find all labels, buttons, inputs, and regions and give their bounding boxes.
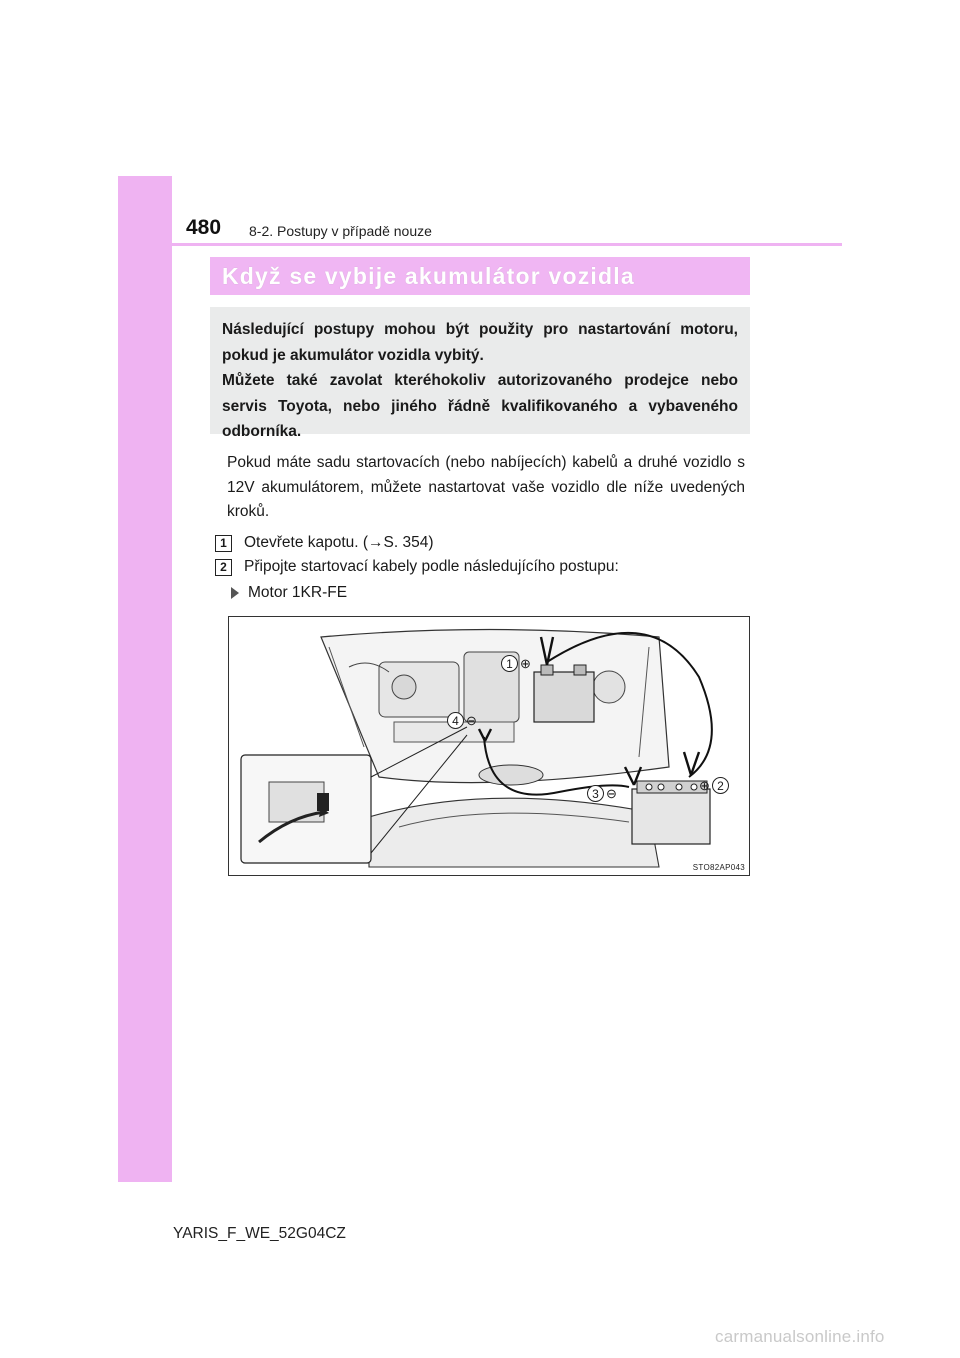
callout-4 [447,712,477,729]
callout-number: 1 [501,655,518,672]
page-title: Když se vybije akumulátor vozidla [222,262,635,289]
intro-box [210,307,750,440]
triangle-bullet-icon [231,587,239,599]
step-text: Otevřete kapotu. (→S. 354) [244,534,434,551]
bullet-text: Motor 1KR-FE [248,584,348,601]
jump-start-illustration [228,616,750,876]
engine-bullet [231,584,347,602]
step-2 [215,558,619,576]
minus-icon: ⊖ [466,712,477,728]
callout-2 [699,777,729,794]
document-code: YARIS_F_WE_52G04CZ [173,1225,346,1242]
body-paragraph: Pokud máte sadu startovacích (nebo nabíjecích) kabelů a druhé vozidlo s 12V akumulátorem, můžete nastartovat vaše vozidlo dle níže uvedených kroků. [227,454,745,520]
title-bar [210,257,750,295]
callout-3 [587,785,617,802]
figure-code: STO82AP043 [692,863,745,872]
step-1 [215,534,434,552]
step-text: Připojte startovací kabely podle následujícího postupu: [244,558,619,575]
callout-number: 3 [587,785,604,802]
header-rule [118,243,842,246]
plus-icon: ⊕ [699,777,710,793]
step-number-box: 1 [215,535,232,552]
intro-paragraph-2: Můžete také zavolat kteréhokoliv autorizovaného prodejce nebo servis Toyota, nebo jiného řádně kvalifikovaného a vybaveného odborníka. [222,372,738,440]
callout-1 [501,655,531,672]
minus-icon: ⊖ [606,785,617,801]
page-number: 480 [186,216,222,239]
plus-icon: ⊕ [520,655,531,671]
engine-bay-drawing [229,617,749,875]
intro-paragraph-1: Následující postupy mohou být použity pro nastartování motoru, pokud je akumulátor vozidla vybitý. [222,321,738,364]
callout-number: 2 [712,777,729,794]
callout-number: 4 [447,712,464,729]
section-title: 8-2. Postupy v případě nouze [249,223,432,239]
watermark-text: carmanualsonline.info [715,1327,885,1346]
chapter-sidebar-tab [118,176,172,1182]
step-number-box: 2 [215,559,232,576]
